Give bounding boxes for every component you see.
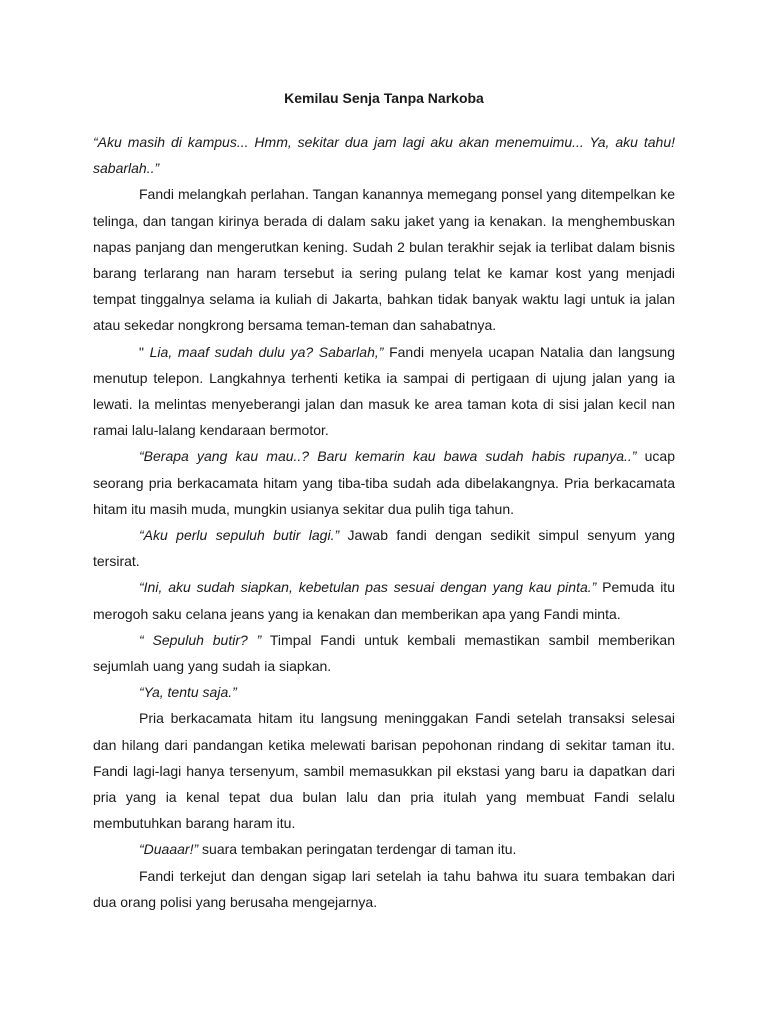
paragraph-6-segment-2: Pemuda itu merogoh saku celana jeans yang ia kenakan dan memberikan apa yang Fandi minta. [93, 579, 675, 622]
paragraph-11 [93, 863, 675, 915]
paragraph-5-segment-2: Jawab fandi dengan sedikit simpul senyum yang tersirat. [93, 527, 675, 570]
paragraph-3-segment-1: " [139, 343, 150, 360]
paragraph-3-segment-2: Lia, maaf sudah dulu ya? Sabarlah,” [149, 343, 384, 360]
paragraph-7-segment-2: Timpal Fandi untuk kembali memastikan sambil memberikan sejumlah uang yang sudah ia siapkan. [93, 631, 675, 675]
paragraph-4-segment-1: “Berapa yang kau mau..? Baru kemarin kau bawa sudah habis rupanya..” [139, 448, 637, 465]
paragraph-6-segment-1: “Ini, aku sudah siapkan, kebetulan pas sesuai dengan yang kau pinta.” [139, 579, 597, 596]
paragraph-3 [93, 339, 675, 444]
paragraph-7 [93, 627, 675, 679]
paragraph-9 [93, 705, 675, 836]
paragraph-3-segment-3: Fandi menyela ucapan Natalia dan langsung menutup telepon. Langkahnya terhenti ketika ia sampai di pertigaan di ujung jalan yang ia lewati. Ia melintas menyeberangi jalan dan masuk ke area taman kota di sisi jalan kecil nan ramai lalu-lalang kendaraan bermotor. [93, 343, 675, 439]
paragraph-10 [93, 836, 675, 862]
paragraph-2-segment-1: Fandi melangkah perlahan. Tangan kanannya memegang ponsel yang ditempelkan ke telinga, dan tangan kirinya berada di dalam saku jaket yang ia kenakan. Ia menghembuskan napas panjang dan mengerutkan kening. Sudah 2 bulan terakhir sejak ia terlibat dalam bisnis barang terlarang nan haram tersebut ia sering pulang telat ke kamar kost yang menjadi tempat tinggalnya selama ia kuliah di Jakarta, bahkan tidak banyak waktu lagi untuk ia jalan atau sekedar nongkrong bersama teman-teman dan sahabatnya. [93, 186, 675, 334]
paragraph-8-segment-1: “Ya, tentu saja.” [139, 684, 237, 701]
document-title: Kemilau Senja Tanpa Narkoba [284, 90, 484, 106]
paragraph-11-segment-1: Fandi terkejut dan dengan sigap lari setelah ia tahu bahwa itu suara tembakan dari dua orang polisi yang berusaha mengejarnya. [93, 867, 675, 910]
paragraph-7-segment-1: “ Sepuluh butir? ” [139, 631, 262, 648]
paragraph-6 [93, 574, 675, 626]
paragraph-1 [93, 129, 675, 181]
paragraph-10-segment-1: “Duaaar!” [139, 841, 199, 858]
paragraph-9-segment-1: Pria berkacamata hitam itu langsung meninggakan Fandi setelah transaksi selesai dan hilang dari pandangan ketika melewati barisan pepohonan rindang di sekitar taman itu. Fandi lagi-lagi hanya tersenyum, sambil memasukkan pil ekstasi yang baru ia dapatkan dari pria yang ia kenal tepat dua bulan lalu dan pria itulah yang membuat Fandi selalu membutuhkan barang haram itu. [93, 710, 675, 832]
paragraph-5 [93, 522, 675, 574]
paragraph-4 [93, 443, 675, 522]
paragraph-1-segment-1: “Aku masih di kampus... Hmm, sekitar dua jam lagi aku akan menemuimu... Ya, aku tahu! sabarlah..” [93, 134, 675, 177]
paragraph-4-segment-2: ucap seorang pria berkacamata hitam yang tiba-tiba sudah ada dibelakangnya. Pria berkacamata hitam itu masih muda, mungkin usianya sekitar dua pulih tiga tahun. [93, 448, 675, 517]
paragraph-8 [93, 679, 675, 705]
document-page [93, 85, 675, 915]
paragraph-5-segment-1: “Aku perlu sepuluh butir lagi.” [139, 527, 340, 544]
paragraph-2 [93, 181, 675, 338]
paragraph-10-segment-2: suara tembakan peringatan terdengar di taman itu. [198, 841, 517, 858]
